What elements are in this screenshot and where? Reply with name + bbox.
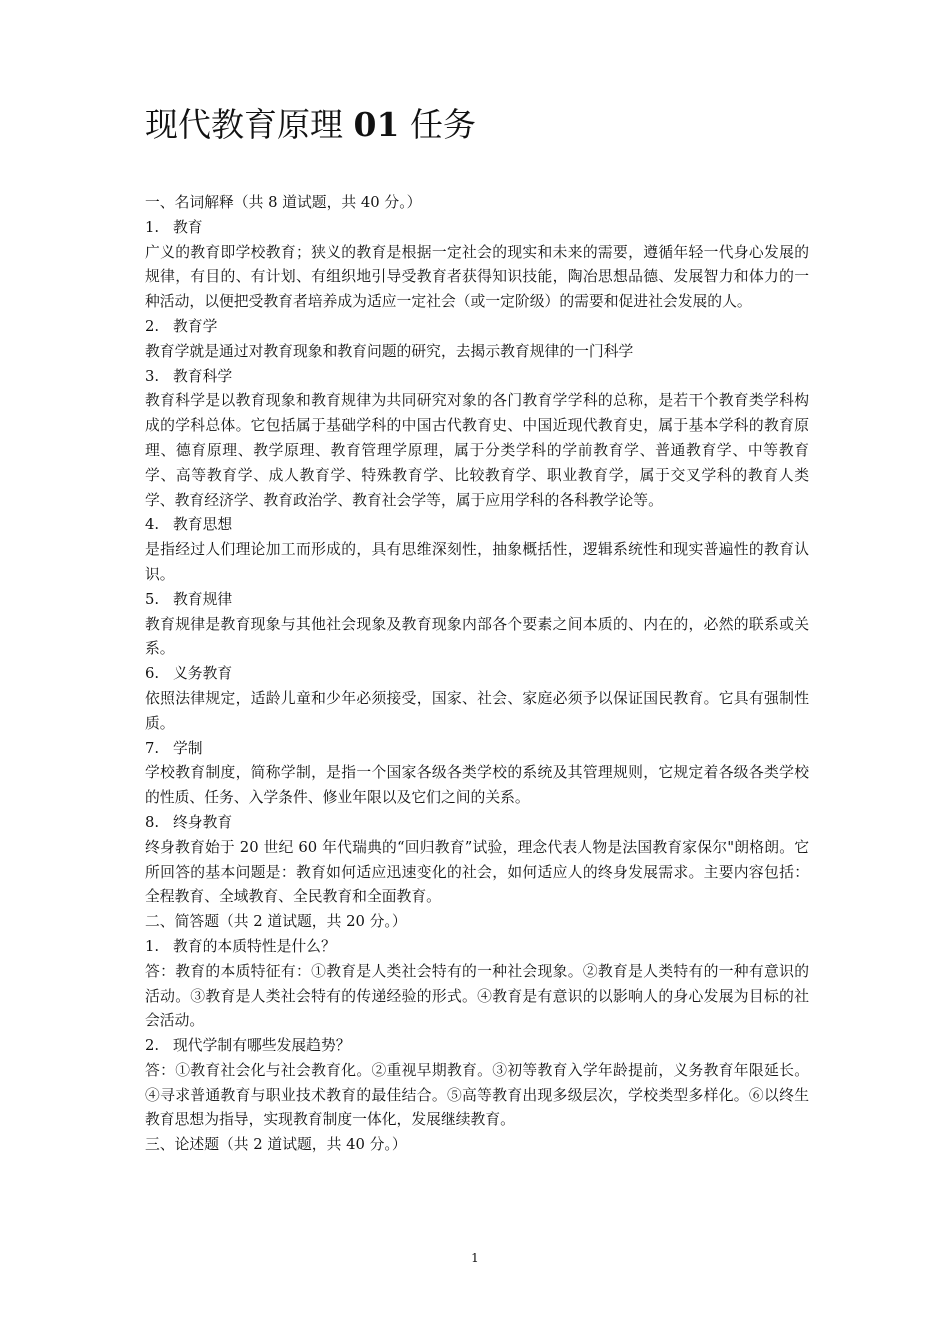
item-term (145, 662, 809, 687)
term-text: 教育学 (173, 317, 218, 335)
item-term (145, 216, 809, 241)
item-number: 8. (145, 813, 160, 831)
item-answer: 教育科学是以教育现象和教育规律为共同研究对象的各门教育学学科的总称，是若干个教育类学科构成的学科总体。它包括属于基础学科的中国古代教育史、中国近现代教育史，属于基本学科的教育原理、德育原理、教学原理、教育管理学原理，属于分类学科的学前教育学、普通教育学、中等教育学、高等教育学、成人教育学、特殊教育学、比较教育学、职业教育学，属于交叉学科的教育人类学、教育经济学、教育政治学、教育社会学等，属于应用学科的各科教学论等。 (145, 392, 809, 509)
question-text: 现代学制有哪些发展趋势？ (173, 1037, 351, 1055)
item-number: 5. (145, 590, 160, 608)
item-answer: 终身教育始于 20 世纪 60 年代瑞典的“回归教育”试验，理念代表人物是法国教育家保尔"朗格朗。它所回答的基本问题是：教育如何适应迅速变化的社会，如何适应人的终身发展需求。主要内容包括：全程教育、全域教育、全民教育和全面教育。 (145, 838, 809, 906)
term-text: 终身教育 (173, 813, 233, 831)
term-text: 教育科学 (173, 367, 233, 385)
item-term (145, 315, 809, 340)
item-number: 1. (145, 218, 160, 236)
section-heading: 二、简答题（共 2 道试题，共 20 分。） (145, 913, 407, 931)
item-term (145, 365, 809, 390)
page-number: 1 (471, 1251, 479, 1265)
section-heading: 三、论述题（共 2 道试题，共 40 分。） (145, 1136, 407, 1154)
question-text: 教育的本质特性是什么？ (173, 937, 336, 955)
item-term (145, 588, 809, 613)
item-number: 1. (145, 937, 160, 955)
item-question (145, 1034, 809, 1059)
item-number: 2. (145, 317, 160, 335)
item-answer: 答：①教育社会化与社会教育化。②重视早期教育。③初等教育入学年龄提前，义务教育年限延长。④寻求普通教育与职业技术教育的最佳结合。⑤高等教育出现多级层次，学校类型多样化。⑥以终生教育思想为指导，实现教育制度一体化，发展继续教育。 (145, 1061, 809, 1129)
document-title (145, 100, 476, 150)
term-text: 教育规律 (173, 590, 233, 608)
item-number: 7. (145, 739, 160, 757)
item-answer: 依照法律规定，适龄儿童和少年必须接受，国家、社会、家庭必须予以保证国民教育。它具有强制性质。 (145, 689, 809, 732)
item-number: 2. (145, 1037, 160, 1055)
item-answer: 教育规律是教育现象与其他社会现象及教育现象内部各个要素之间本质的、内在的，必然的联系或关系。 (145, 615, 809, 658)
item-number: 4. (145, 516, 160, 534)
item-answer: 广义的教育即学校教育；狭义的教育是根据一定社会的现实和未来的需要，遵循年轻一代身心发展的规律，有目的、有计划、有组织地引导受教育者获得知识技能，陶冶思想品德、发展智力和体力的一种活动，以便把受教育者培养成为适应一定社会（或一定阶级）的需要和促进社会发展的人。 (145, 243, 809, 311)
term-text: 义务教育 (173, 665, 233, 683)
title-suffix: 任务 (409, 105, 476, 144)
item-number: 3. (145, 367, 160, 385)
term-text: 学制 (173, 739, 203, 757)
item-term (145, 513, 809, 538)
item-answer: 答：教育的本质特征有：①教育是人类社会特有的一种社会现象。②教育是人类特有的一种有意识的活动。③教育是人类社会特有的传递经验的形式。④教育是有意识的以影响人的身心发展为目标的社会活动。 (145, 962, 809, 1030)
document-body (145, 191, 809, 1158)
term-text: 教育 (173, 218, 203, 236)
title-code: 01 (353, 105, 400, 144)
item-term (145, 737, 809, 762)
section-heading: 一、名词解释（共 8 道试题，共 40 分。） (145, 194, 422, 211)
item-question (145, 935, 809, 960)
item-number: 6. (145, 665, 160, 683)
term-text: 教育思想 (173, 516, 233, 534)
title-prefix: 现代教育原理 (145, 105, 343, 144)
item-answer: 学校教育制度，简称学制，是指一个国家各级各类学校的系统及其管理规则，它规定着各级各类学校的性质、任务、入学条件、修业年限以及它们之间的关系。 (145, 764, 809, 807)
item-term (145, 811, 809, 836)
item-answer: 教育学就是通过对教育现象和教育问题的研究，去揭示教育规律的一门科学 (145, 342, 634, 360)
item-answer: 是指经过人们理论加工而形成的，具有思维深刻性，抽象概括性，逻辑系统性和现实普遍性的教育认识。 (145, 541, 809, 583)
